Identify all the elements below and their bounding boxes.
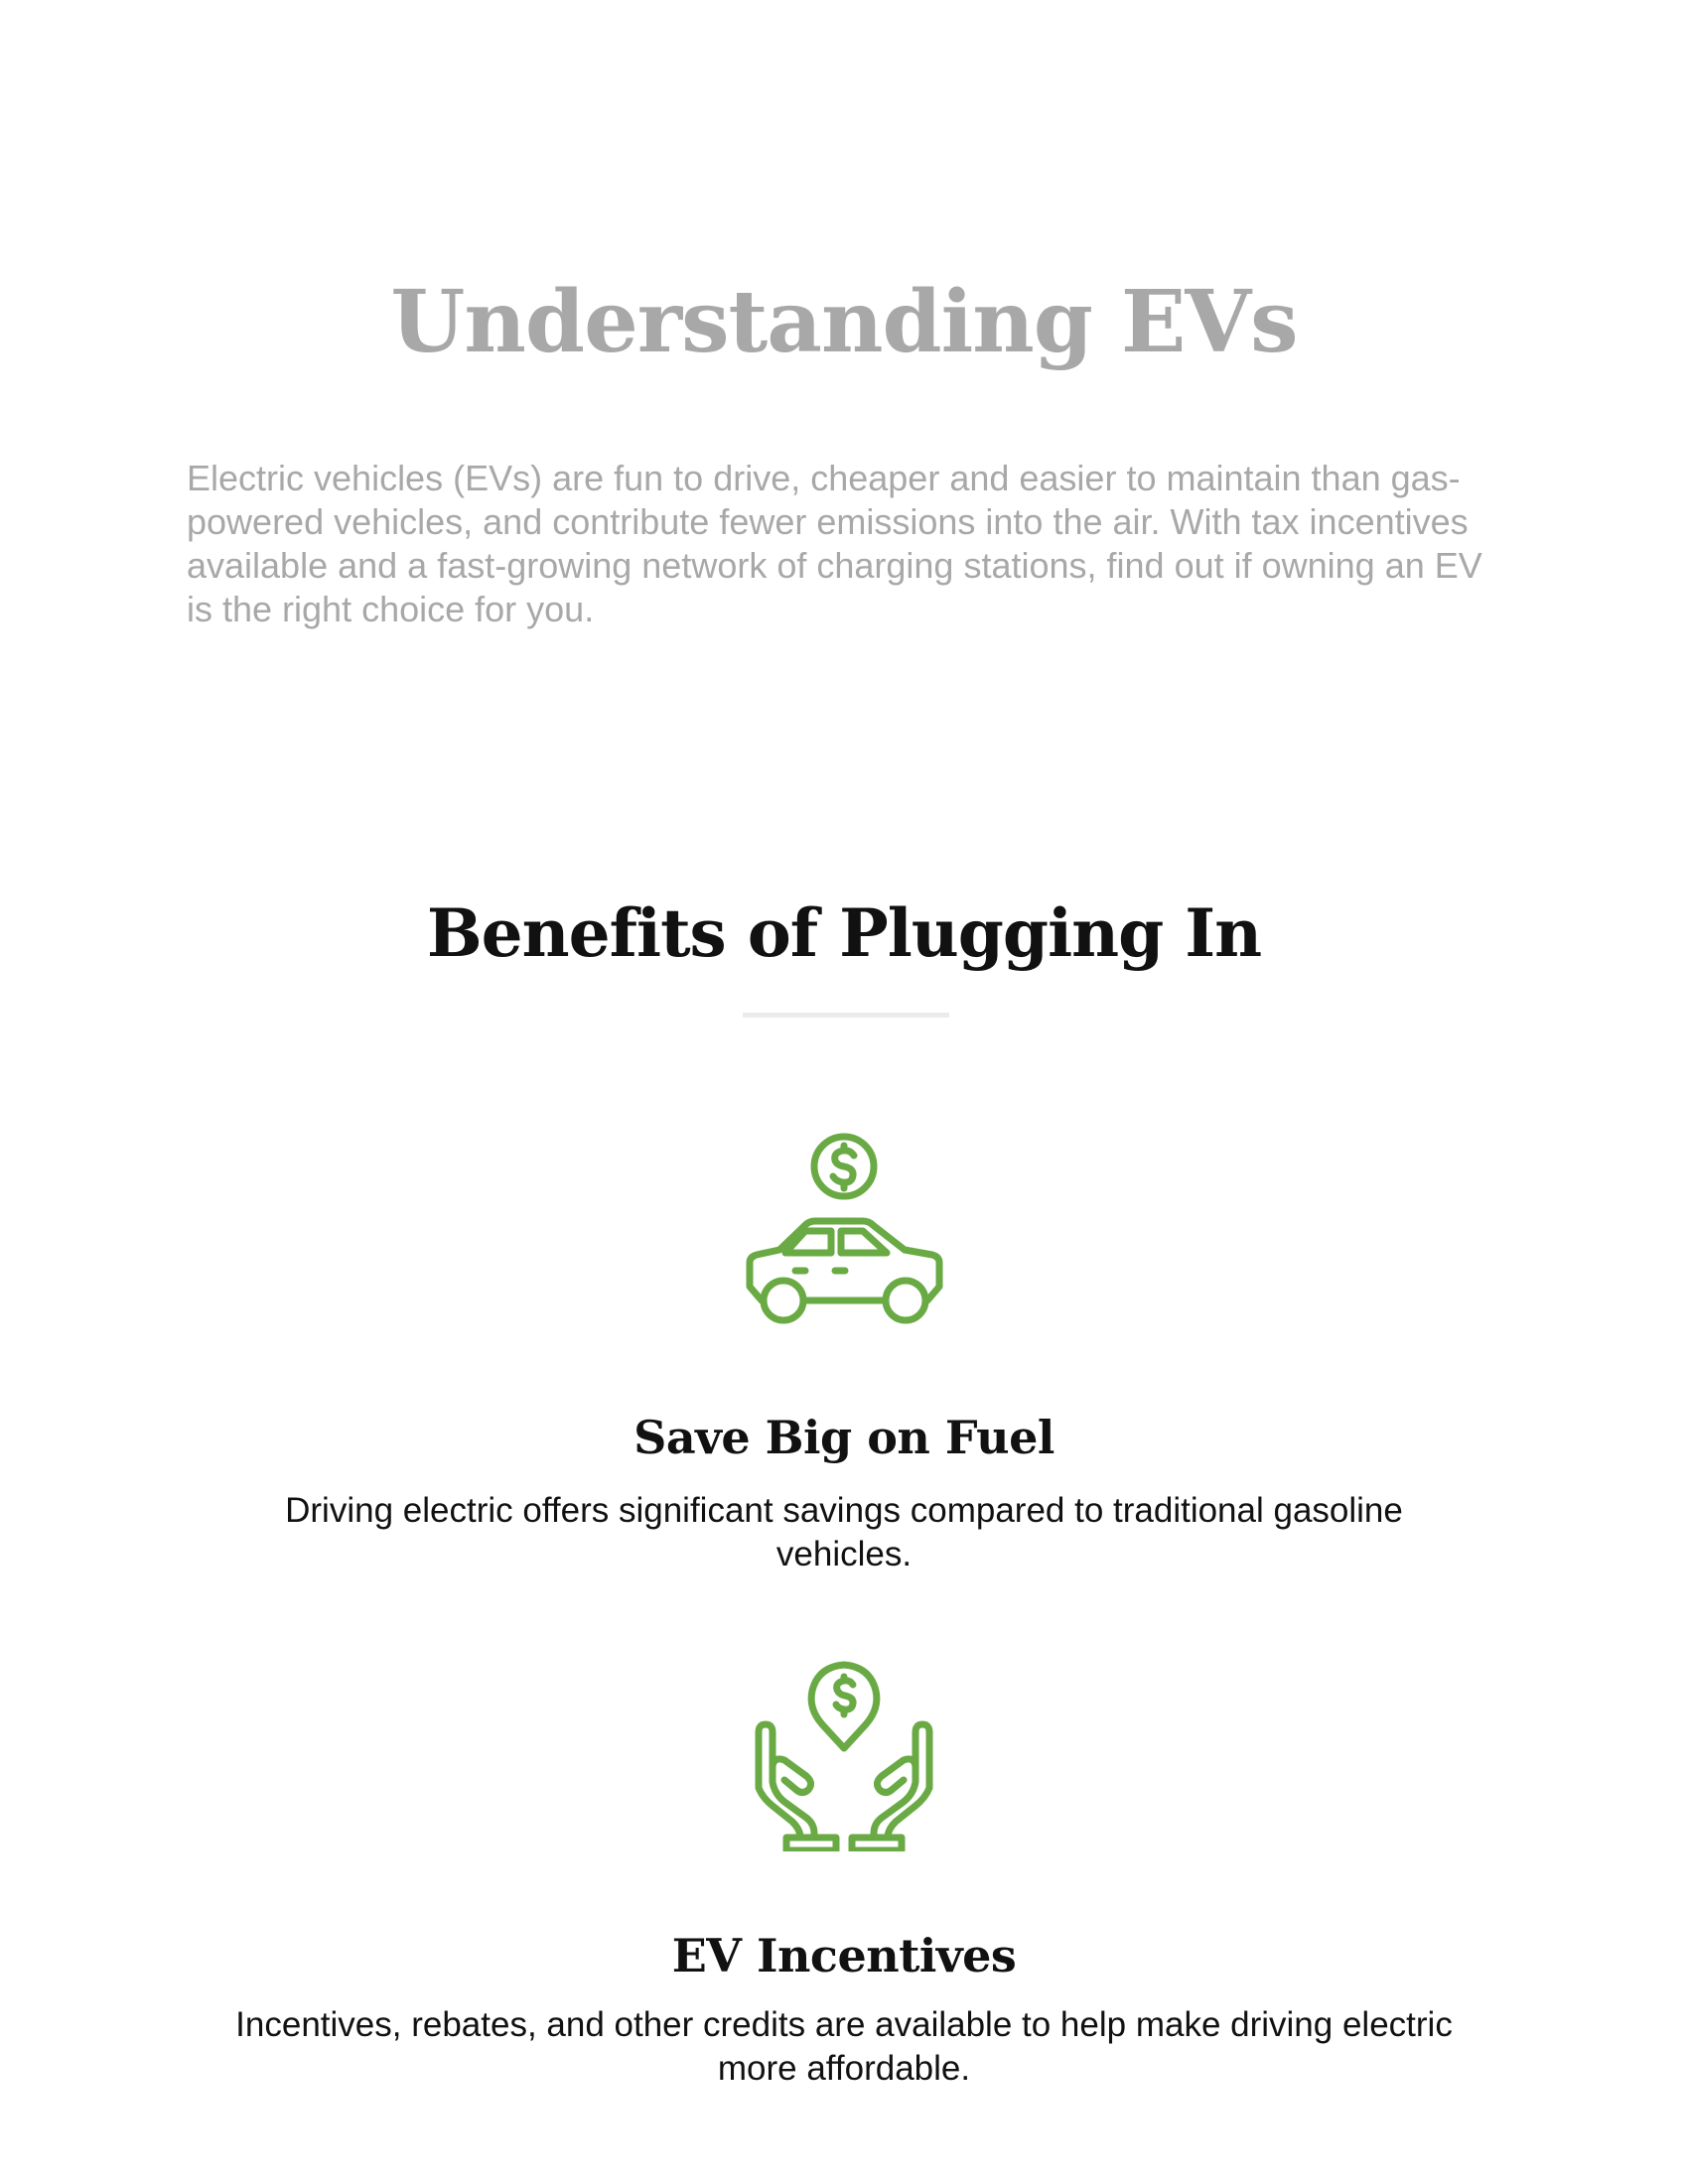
benefit-title-incentives: EV Incentives xyxy=(671,1929,1017,1982)
hands-dollar-icon xyxy=(745,1653,943,1851)
page-title: Understanding EVs xyxy=(390,272,1298,372)
benefit-desc-incentives: Incentives, rebates, and other credits are available to help make driving electric more affordable. xyxy=(235,2005,1453,2088)
benefit-desc-fuel: Driving electric offers significant savings compared to traditional gasoline vehicles. xyxy=(285,1491,1403,1573)
benefits-heading: Benefits of Plugging In xyxy=(426,894,1262,972)
benefit-item-incentives xyxy=(0,1653,1688,1851)
car-dollar-icon xyxy=(740,1132,948,1330)
benefit-item-fuel xyxy=(0,1132,1688,1330)
intro-paragraph: Electric vehicles (EVs) are fun to drive, cheaper and easier to maintain than gas-powered vehicles, and contribute fewer emissions into the air. With tax incentives available and a fast-growing network of charging stations, find out if owning an EV is the right choice for you. xyxy=(187,458,1482,629)
benefit-title-fuel: Save Big on Fuel xyxy=(633,1411,1055,1464)
heading-divider xyxy=(743,1013,949,1018)
